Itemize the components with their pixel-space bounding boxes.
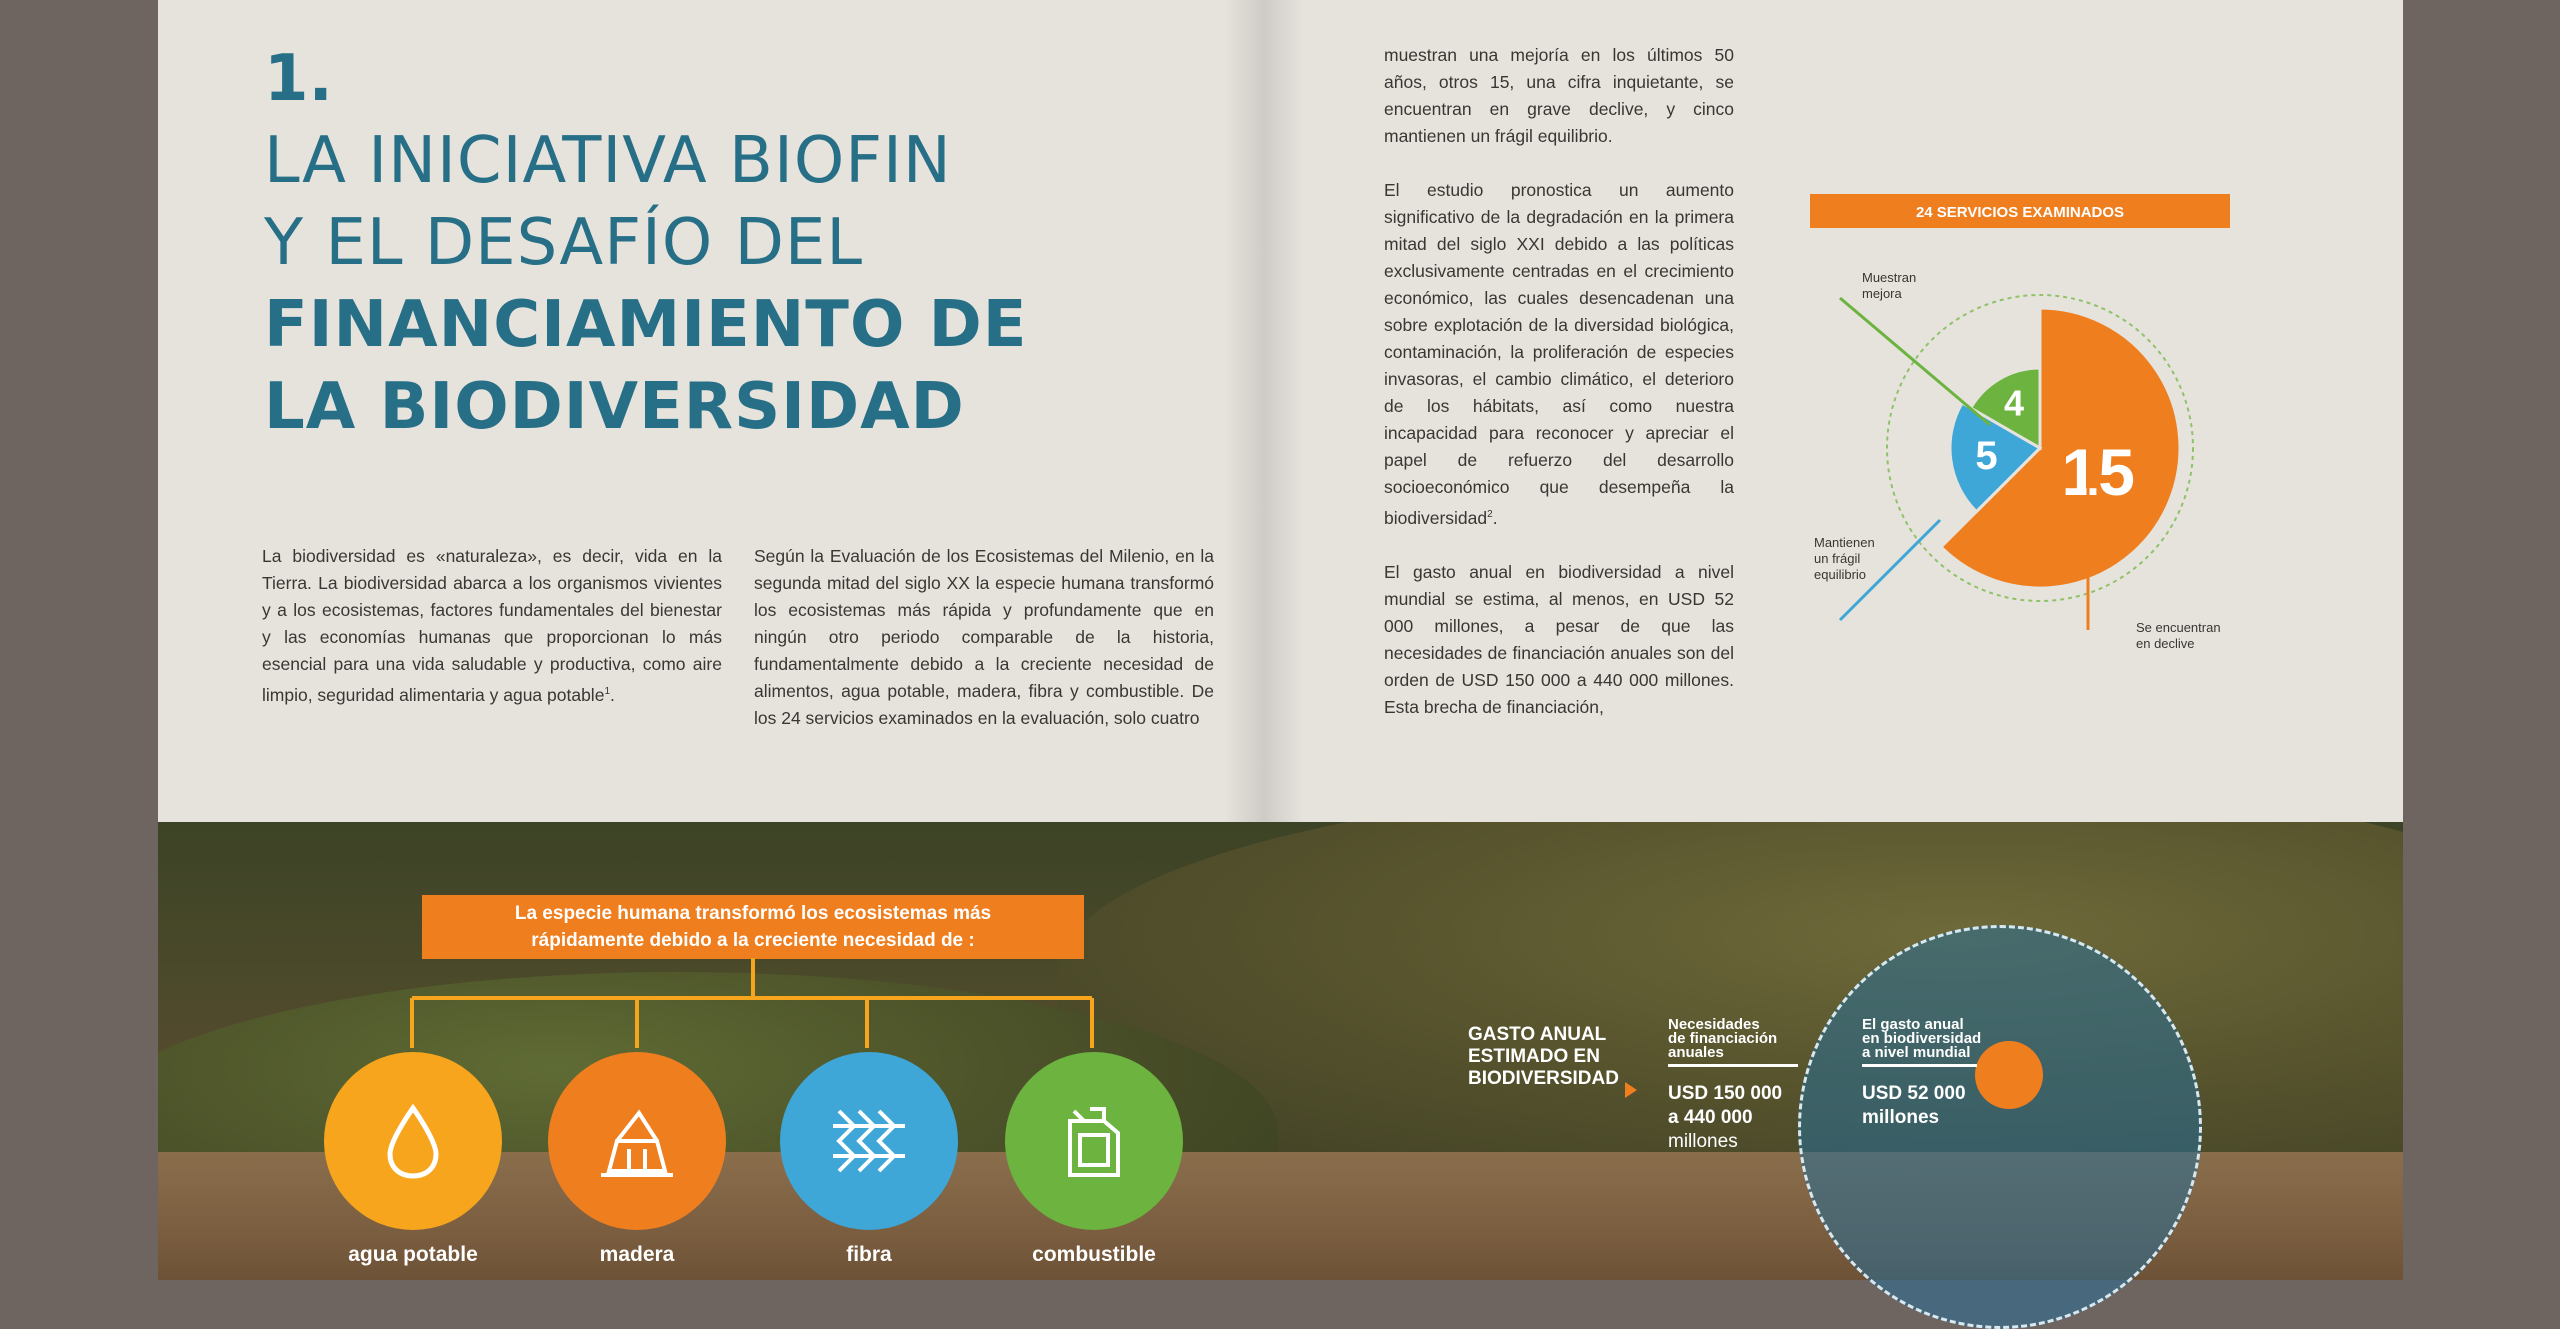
- necesidades-line-1: Necesidades: [1668, 1016, 1760, 1033]
- necesidades-line-3: anuales: [1668, 1044, 1724, 1061]
- fiber-icon: [819, 1091, 919, 1191]
- annotation-equilibrio-line-3: equilibrio: [1814, 567, 1867, 582]
- pie-value-label-2: 4: [2003, 382, 2025, 424]
- gasto-mundial-label: [1862, 1018, 1981, 1060]
- gasto-mundial-value-line-1: USD 52 000: [1862, 1083, 1966, 1104]
- heading-line-2: Y EL DESAFÍO DEL: [264, 206, 863, 280]
- gasto-anual-line-1: GASTO ANUAL: [1468, 1024, 1607, 1045]
- services-pie-chart: [1800, 190, 2260, 670]
- needs-banner-line-2: rápidamente debido a la creciente necesidad de :: [531, 930, 975, 951]
- need-water: [324, 1052, 502, 1230]
- funding-need-circle: [1798, 925, 2202, 1329]
- annotation-declive: [2136, 620, 2224, 651]
- need-fuel-label: combustible: [1032, 1243, 1156, 1266]
- necesidades-divider: [1668, 1064, 1798, 1067]
- annotation-equilibrio: [1814, 535, 1878, 582]
- gasto-mundial-value: [1862, 1082, 1966, 1130]
- gasto-anual-line-3: BIODIVERSIDAD: [1468, 1068, 1619, 1089]
- body-column-1: [262, 543, 722, 709]
- necesidades-line-2: de financiación: [1668, 1030, 1778, 1047]
- heading-line-1: LA INICIATIVA BIOFIN: [264, 124, 952, 198]
- arrow-right-icon: [1625, 1082, 1637, 1098]
- col3-paragraph-1: muestran una mejoría en los últimos 50 años, otros 15, una cifra inquietante, se encuentran en grave declive, y cinco mantienen un frágil equilibrio.: [1384, 45, 1734, 146]
- annotation-equilibrio-line-2: un frágil: [1814, 551, 1861, 566]
- heading-line-3: FINANCIAMIENTO DE: [264, 288, 1028, 362]
- need-fuel: [1005, 1052, 1183, 1230]
- chapter-heading: [264, 38, 1164, 448]
- col3-paragraph-3: El gasto anual en biodiversidad a nivel mundial se estima, al menos, en USD 52 000 millones, a pesar de que las necesidades de financiación anuales son del orden de USD 150 000 a 440 000 millones. Esta brecha de financiación,: [1384, 561, 1734, 717]
- annotation-mejora-line-1: Muestran: [1862, 270, 1917, 285]
- water-drop-icon: [368, 1096, 458, 1186]
- necesidades-value: [1668, 1082, 1782, 1154]
- necesidades-value-line-2: a 440 000: [1668, 1107, 1753, 1128]
- needs-connector: [400, 958, 1120, 1058]
- col3-p2-footnote: 2: [1487, 509, 1493, 520]
- col1-text: La biodiversidad es «naturaleza», es decir, vida en la Tierra. La biodiversidad abarca a los organismos vivientes y a los ecosistemas, factores fundamentales del bienestar y las economías humanas que proporcionan lo más esencial para una vida saludable y productiva, como aire limpio, seguridad alimentaria y agua potable: [262, 546, 722, 705]
- gasto-mundial-line-3: a nivel mundial: [1862, 1044, 1971, 1061]
- annotation-mejora-line-2: mejora: [1862, 286, 1902, 301]
- heading-line-4: LA BIODIVERSIDAD: [264, 370, 965, 444]
- col3-p2-end: .: [1492, 507, 1498, 528]
- col2-text: Según la Evaluación de los Ecosistemas del Milenio, en la segunda mitad del siglo XX la especie humana transformó los ecosistemas más rápida y profundamente que en ningún otro periodo comparable de la historia, fundamentalmente debido a la creciente necesidad de alimentos, agua potable, madera, fibra y combustible. De los 24 servicios examinados en la evaluación, solo cuatro: [754, 546, 1214, 728]
- annotation-declive-line-1: Se encuentran: [2136, 620, 2221, 635]
- need-fiber: [780, 1052, 958, 1230]
- gasto-mundial-line-1: El gasto anual: [1862, 1016, 1964, 1033]
- tree-stump-icon: [587, 1091, 687, 1191]
- gasto-mundial-value-line-2: millones: [1862, 1107, 1940, 1128]
- leader-mejora: [1840, 298, 1990, 425]
- necesidades-value-line-3: millones: [1668, 1131, 1738, 1152]
- col1-footnote: 1: [604, 686, 610, 697]
- col3-paragraph-2: [1384, 177, 1734, 532]
- gasto-mundial-divider: [1862, 1064, 1977, 1067]
- gasto-mundial-line-2: en biodiversidad: [1862, 1030, 1982, 1047]
- need-wood: [548, 1052, 726, 1230]
- body-column-3: [1384, 42, 1734, 721]
- gasto-anual-label: [1468, 1024, 1619, 1090]
- current-spending-circle: [1975, 1041, 2043, 1109]
- body-column-2: [754, 543, 1214, 732]
- annotation-declive-line-2: en declive: [2136, 636, 2195, 651]
- annotation-equilibrio-line-1: Mantienen: [1814, 535, 1875, 550]
- needs-banner: [422, 895, 1084, 959]
- pie-value-label-1: 5: [1975, 434, 1998, 479]
- fuel-can-icon: [1044, 1091, 1144, 1191]
- chart-title: 24 SERVICIOS EXAMINADOS: [1915, 204, 2125, 221]
- pie-slices: [1941, 308, 2180, 588]
- necesidades-value-line-1: USD 150 000: [1668, 1083, 1783, 1104]
- book-gutter: [1224, 0, 1304, 822]
- necesidades-label: [1668, 1018, 1777, 1060]
- need-wood-label: madera: [599, 1243, 675, 1266]
- need-water-label: agua potable: [348, 1243, 478, 1266]
- need-fiber-label: fibra: [846, 1243, 892, 1266]
- col3-p2-text: El estudio pronostica un aumento significativo de la degradación en la primera mitad del siglo XXI debido a las políticas exclusivamente centradas en el crecimiento económico, las cuales desencadenan una sobre explotación de la diversidad biológica, contaminación, la proliferación de especies invasoras, el cambio climático, el deterioro de los hábitats, así como nuestra incapacidad para reconocer y apreciar el papel de refuerzo del desarrollo socioeconómico que desempeña la biodiversidad: [1384, 180, 1734, 528]
- chapter-number: 1.: [264, 42, 333, 116]
- gasto-anual-line-2: ESTIMADO EN: [1468, 1046, 1600, 1067]
- needs-banner-line-1: La especie humana transformó los ecosistemas más: [514, 903, 992, 924]
- annotation-mejora: [1862, 270, 1920, 301]
- col1-end: .: [610, 684, 615, 705]
- pie-value-label-0: 15: [2061, 435, 2135, 510]
